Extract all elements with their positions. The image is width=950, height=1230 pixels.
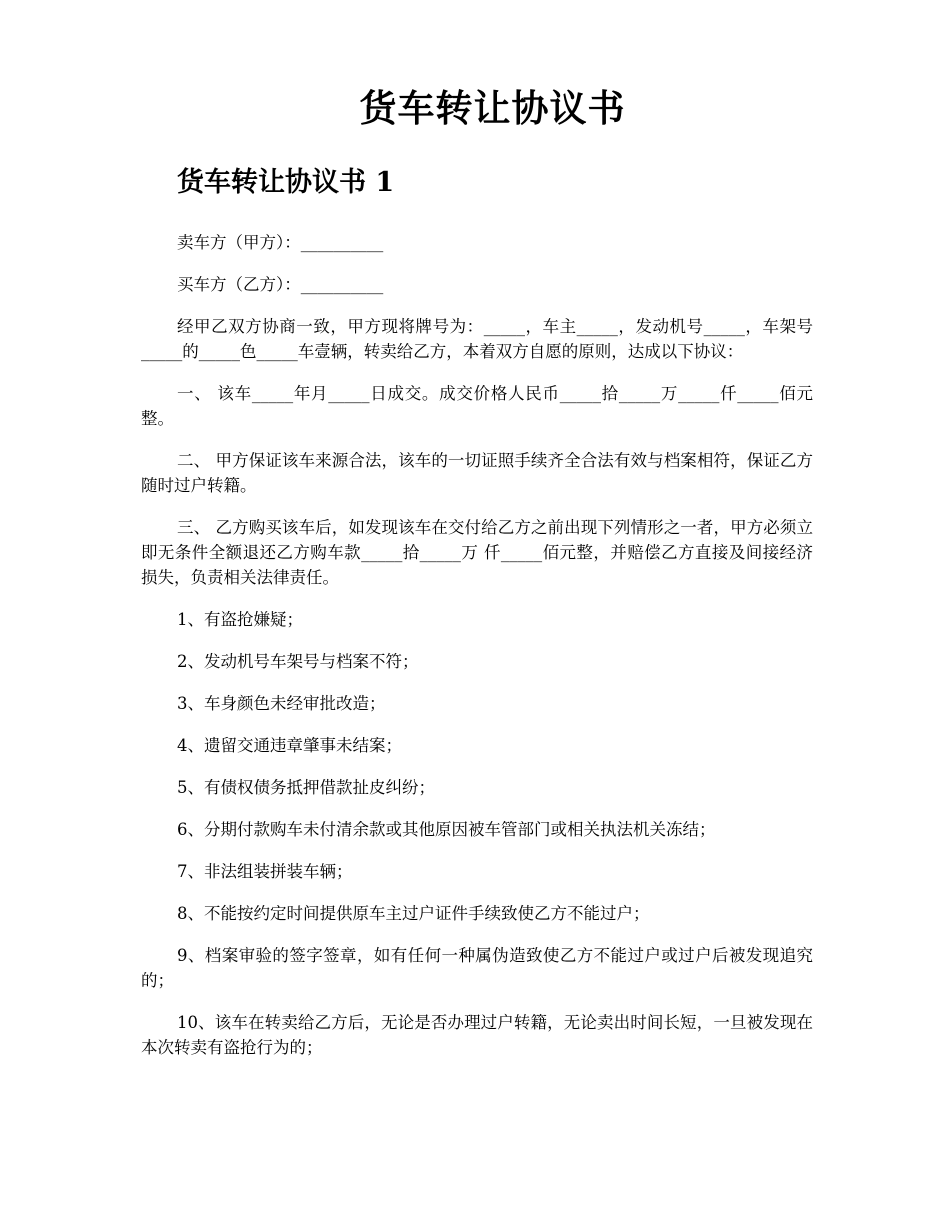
list-item: 4、遗留交通违章肇事未结案； xyxy=(177,736,402,755)
paragraph-seller: 卖车方（甲方）：__________ xyxy=(177,233,384,252)
clause-1: 一、 该车_____年月_____日成交。成交价格人民币_____拾_____万_____仟_____佰元整。 xyxy=(141,384,813,428)
document-title: 货车转让协议书 xyxy=(359,86,626,130)
list-item: 9、档案审验的签字签章，如有任何一种属伪造致使乙方不能过户或过户后被发现追究的； xyxy=(141,946,813,990)
list-item: 1、有盗抢嫌疑； xyxy=(177,610,303,629)
list-item: 6、分期付款购车未付清余款或其他原因被车管部门或相关执法机关冻结； xyxy=(177,820,716,839)
list-item: 8、不能按约定时间提供原车主过户证件手续致使乙方不能过户； xyxy=(177,904,650,923)
document-body xyxy=(141,230,813,1077)
list-item: 3、车身颜色未经审批改造； xyxy=(177,694,386,713)
clause-2: 二、 甲方保证该车来源合法，该车的一切证照手续齐全合法有效与档案相符，保证乙方随时过户转籍。 xyxy=(141,451,813,495)
list-item: 7、非法组装拼装车辆； xyxy=(177,862,353,881)
section-title: 货车转让协议书 1 xyxy=(177,167,395,198)
list-item: 10、该车在转卖给乙方后，无论是否办理过户转籍，无论卖出时间长短，一旦被发现在本次转卖有盗抢行为的； xyxy=(141,1013,813,1057)
list-item: 2、发动机号车架号与档案不符； xyxy=(177,652,419,671)
list-item: 5、有债权债务抵押借款扯皮纠纷； xyxy=(177,778,435,797)
paragraph-buyer: 买车方（乙方）：__________ xyxy=(177,275,384,294)
clause-3: 三、 乙方购买该车后，如发现该车在交付给乙方之前出现下列情形之一者，甲方必须立即无条件全额退还乙方购车款_____拾_____万 仟_____佰元整，并赔偿乙方直接及间接经济损失，负责相关法律责任。 xyxy=(141,518,813,587)
paragraph-intro: 经甲乙双方协商一致，甲方现将牌号为：_____，车主_____，发动机号_____，车架号_____的_____色_____车壹辆，转卖给乙方，本着双方自愿的原则，达成以下协议： xyxy=(141,317,813,361)
